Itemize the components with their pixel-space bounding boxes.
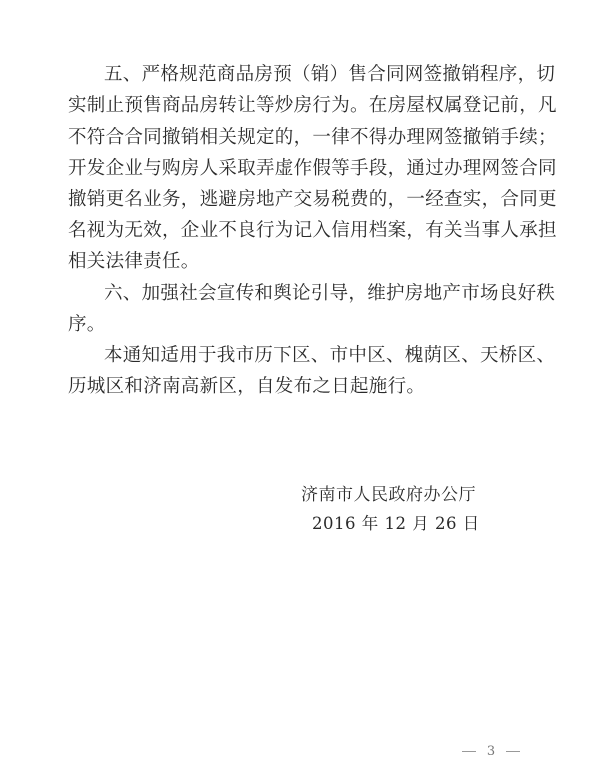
footer-dash-right — [506, 751, 520, 752]
paragraph-5-line-2: 实制止预售商品房转让等炒房行为。在房屋权属登记前，凡 — [68, 95, 557, 116]
paragraph-scope-line-1: 本通知适用于我市历下区、市中区、槐荫区、天桥区、 — [104, 345, 556, 366]
page-number-footer — [462, 742, 520, 760]
paragraph-scope-line-2: 历城区和济南高新区，自发布之日起施行。 — [68, 376, 426, 397]
paragraph-5-line-5: 撤销更名业务，逃避房地产交易税费的，一经查实，合同更 — [68, 189, 557, 210]
paragraph-5-line-7: 相关法律责任。 — [68, 251, 200, 272]
issue-date: 2016 年 12 月 26 日 — [312, 514, 480, 533]
page-number: 3 — [486, 743, 496, 759]
issuing-organization: 济南市人民政府办公厅 — [301, 485, 476, 505]
paragraph-5-line-6: 名视为无效，企业不良行为记入信用档案，有关当事人承担 — [68, 220, 557, 241]
paragraph-6-line-1: 六、加强社会宣传和舆论引导，维护房地产市场良好秩 — [104, 283, 556, 304]
paragraph-6-line-2: 序。 — [68, 314, 106, 335]
paragraph-5-line-3: 不符合合同撤销相关规定的，一律不得办理网签撤销手续； — [68, 127, 557, 148]
paragraph-5-line-4: 开发企业与购房人采取弄虚作假等手段，通过办理网签合同 — [68, 158, 557, 179]
paragraph-5-line-1: 五、严格规范商品房预（销）售合同网签撤销程序，切 — [104, 64, 556, 85]
footer-dash-left — [462, 751, 476, 752]
